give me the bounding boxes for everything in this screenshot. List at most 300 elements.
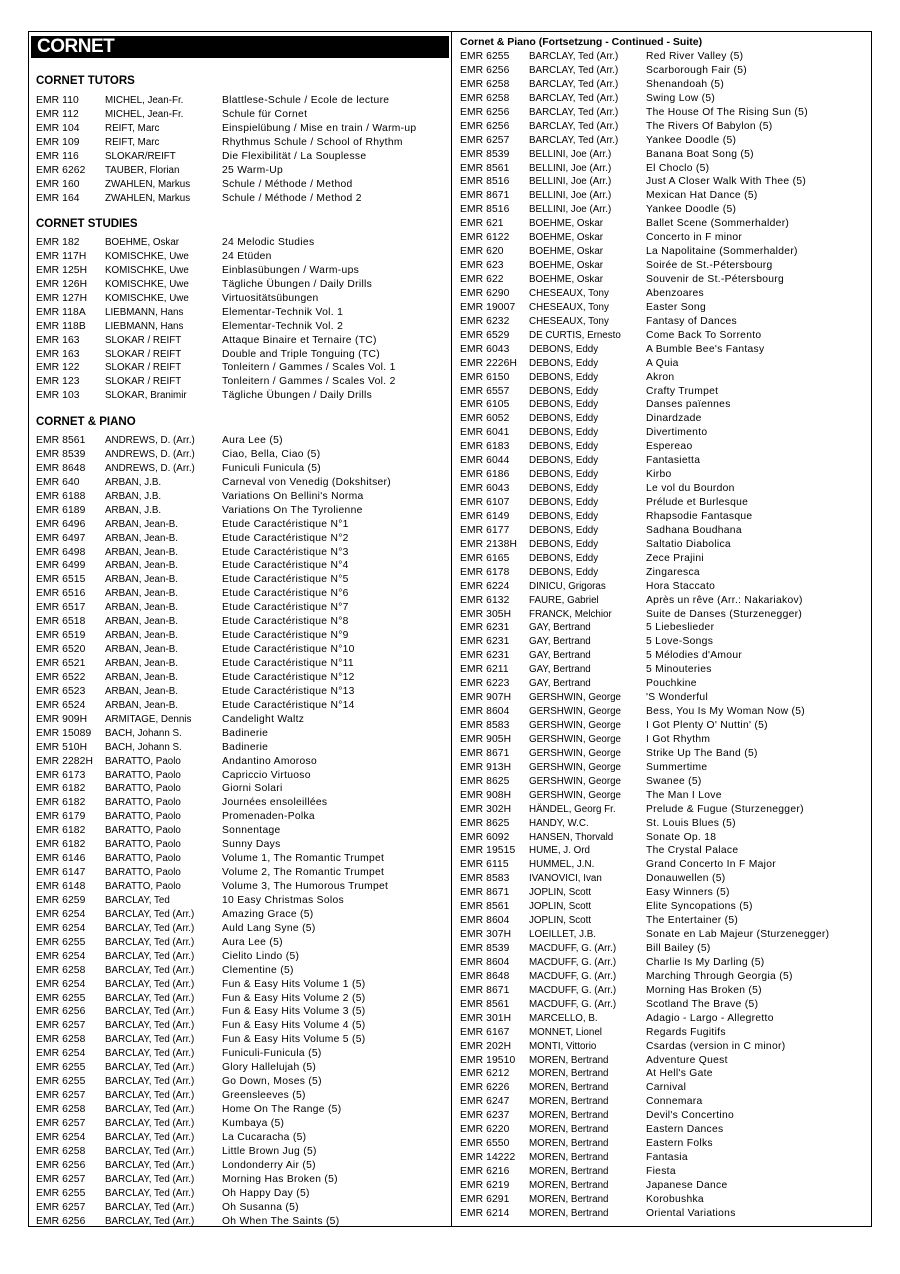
work-title: Die Flexibilität / La Souplesse [222,150,367,162]
catalog-number: EMR 6092 [460,831,510,843]
composer-name: BARCLAY, Ted (Arr.) [105,950,195,962]
composer-name: BELLINI, Joe (Arr.) [529,148,612,160]
work-title: The Crystal Palace [646,845,739,857]
work-title: The Man I Love [646,789,722,801]
catalog-number: EMR 6254 [36,908,86,920]
catalog-number: EMR 6122 [460,232,510,244]
composer-name: HUMMEL, J.N. [529,859,595,871]
catalog-number: EMR 6189 [36,504,86,516]
composer-name: ZWAHLEN, Markus [105,178,191,190]
composer-name: MACDUFF, G. (Arr.) [529,984,617,996]
composer-name: CHESEAUX, Tony [529,287,609,299]
catalog-number: EMR 8625 [460,817,510,829]
composer-name: GERSHWIN, George [529,761,622,773]
composer-name: DEBONS, Eddy [529,413,599,425]
composer-name: MOREN, Bertrand [529,1179,609,1191]
catalog-number: EMR 6257 [36,1117,86,1129]
work-title: Rhythmus Schule / School of Rhythm [222,136,403,148]
catalog-number: EMR 6519 [36,630,86,642]
composer-name: BARATTO, Paolo [105,867,181,879]
composer-name: BARCLAY, Ted (Arr.) [105,1034,195,1046]
catalog-number: EMR 6522 [36,671,86,683]
work-title: Morning Has Broken (5) [222,1173,338,1185]
composer-name: BARCLAY, Ted (Arr.) [105,1048,195,1060]
composer-name: HANDY, W.C. [529,817,589,829]
work-title: Glory Hallelujah (5) [222,1062,317,1074]
composer-name: DEBONS, Eddy [529,524,599,536]
catalog-number: EMR 6186 [460,469,510,481]
work-title: Amazing Grace (5) [222,908,314,920]
catalog-number: EMR 8604 [460,706,510,718]
catalog-number: EMR 6219 [460,1179,510,1191]
composer-name: MOREN, Bertrand [529,1068,609,1080]
composer-name: FAURE, Gabriel [529,594,599,606]
composer-name: BARCLAY, Ted (Arr.) [105,1201,195,1213]
composer-name: DEBONS, Eddy [529,552,599,564]
composer-name: MOREN, Bertrand [529,1096,609,1108]
work-title: Fantasy of Dances [646,315,737,327]
catalog-number: EMR 6255 [36,1062,86,1074]
catalog-number: EMR 6257 [36,1020,86,1032]
work-title: Prelude & Fugue (Sturzenegger) [646,803,804,815]
catalog-number: EMR 6183 [460,441,510,453]
catalog-number: EMR 6518 [36,616,86,628]
composer-name: FRANCK, Melchior [529,608,612,620]
catalog-number: EMR 6255 [36,992,86,1004]
section-heading-studies: CORNET STUDIES [36,218,138,230]
work-title: Londonderry Air (5) [222,1159,316,1171]
work-title: Fun & Easy Hits Volume 3 (5) [222,1006,366,1018]
work-title: Fun & Easy Hits Volume 4 (5) [222,1020,366,1032]
catalog-number: EMR 6105 [460,399,510,411]
catalog-number: EMR 6499 [36,560,86,572]
composer-name: MOREN, Bertrand [529,1166,609,1177]
composer-name: LOEILLET, J.B. [529,929,596,941]
composer-name: JOPLIN, Scott [529,901,592,913]
work-title: Kumbaya (5) [222,1117,285,1129]
catalog-number: EMR 305H [460,608,512,620]
composer-name: ARBAN, Jean-B. [105,602,178,614]
work-title: Soirée de St.-Pétersbourg [646,260,773,272]
composer-name: BARCLAY, Ted (Arr.) [105,992,195,1004]
work-title: El Choclo (5) [646,162,710,174]
composer-name: MACDUFF, G. (Arr.) [529,943,617,954]
composer-name: ARBAN, Jean-B. [105,532,178,544]
catalog-number: EMR 301H [460,1012,512,1024]
work-title: Funiculi-Funicula (5) [222,1048,322,1060]
work-title: Shenandoah (5) [646,78,725,90]
composer-name: BARCLAY, Ted (Arr.) [105,1187,195,1199]
catalog-number: EMR 6496 [36,518,86,530]
catalog-number: EMR 6262 [36,164,86,176]
catalog-number: EMR 6231 [460,622,510,634]
catalog-number: EMR 6550 [460,1138,510,1150]
work-title: Badinerie [222,741,269,753]
catalog-number: EMR 307H [460,929,512,941]
composer-name: MOREN, Bertrand [529,1110,609,1122]
work-title: Tägliche Übungen / Daily Drills [222,278,373,290]
catalog-number: EMR 126H [36,278,88,290]
work-title: Sonnentage [222,825,281,837]
catalog-number: EMR 182 [36,237,80,248]
catalog-number: EMR 6237 [460,1110,510,1122]
catalog-number: EMR 2226H [460,357,517,369]
work-title: Csardas (version in C minor) [646,1040,786,1052]
work-title: Etude Caractéristique N°13 [222,685,355,697]
composer-name: ANDREWS, D. (Arr.) [105,462,195,474]
catalog-number: EMR 6107 [460,497,510,508]
work-title: Fantasietta [646,455,701,467]
work-title: Banana Boat Song (5) [646,148,754,160]
work-title: I Got Plenty O' Nuttin' (5) [646,720,768,731]
work-title: Yankee Doodle (5) [646,204,737,216]
catalog-number: EMR 8625 [460,775,510,787]
work-title: Elementar-Technik Vol. 2 [222,320,344,332]
composer-name: JOPLIN, Scott [529,915,592,927]
work-title: Mexican Hat Dance (5) [646,190,758,202]
work-title: Charlie Is My Darling (5) [646,956,765,968]
work-title: 5 Mélodies d'Amour [646,650,743,662]
composer-name: MACDUFF, G. (Arr.) [529,998,617,1010]
composer-name: CHESEAUX, Tony [529,315,609,327]
work-title: Clementine (5) [222,964,294,976]
work-title: Adagio - Largo - Allegretto [646,1012,774,1024]
work-title: Attaque Binaire et Ternaire (TC) [222,334,377,346]
catalog-number: EMR 8648 [460,970,510,982]
work-title: Donauwellen (5) [646,873,726,885]
catalog-number: EMR 6223 [460,678,510,690]
catalog-number: EMR 6256 [36,1159,86,1171]
composer-name: BARCLAY, Ted (Arr.) [529,92,619,104]
composer-name: GERSHWIN, George [529,692,622,704]
composer-name: DEBONS, Eddy [529,343,599,355]
catalog-number: EMR 6258 [460,92,510,104]
catalog-number: EMR 112 [36,108,79,120]
catalog-number: EMR 6524 [36,699,86,711]
work-title: Prélude et Burlesque [646,497,749,508]
work-title: Saltatio Diabolica [646,538,731,550]
catalog-number: EMR 6256 [36,1006,86,1018]
catalog-number: EMR 6254 [36,978,86,990]
catalog-number: EMR 8561 [460,901,510,913]
page-title: CORNET [31,36,449,58]
catalog-number: EMR 6214 [460,1207,510,1219]
catalog-number: EMR 6516 [36,588,86,600]
composer-name: BARCLAY, Ted (Arr.) [105,1145,195,1157]
catalog-number: EMR 8583 [460,873,510,885]
composer-name: DINICU, Grigoras [529,580,606,592]
work-title: Etude Caractéristique N°2 [222,532,349,544]
catalog-number: EMR 6179 [36,811,86,823]
work-title: 5 Love-Songs [646,636,714,648]
work-title: Pouchkine [646,678,697,690]
work-title: Come Back To Sorrento [646,329,762,341]
work-title: Danses païennes [646,399,731,411]
catalog-number: EMR 6231 [460,636,510,648]
work-title: Cielito Lindo (5) [222,950,300,962]
composer-name: BARATTO, Paolo [105,783,181,795]
composer-name: MACDUFF, G. (Arr.) [529,956,617,968]
composer-name: BARATTO, Paolo [105,853,181,865]
catalog-number: EMR 6188 [36,490,86,502]
work-title: Abenzoares [646,287,704,299]
catalog-number: EMR 6165 [460,552,510,564]
composer-name: MOREN, Bertrand [529,1124,609,1136]
work-title: Fun & Easy Hits Volume 1 (5) [222,978,366,990]
composer-name: BARCLAY, Ted (Arr.) [105,1090,195,1102]
catalog-number: EMR 6254 [36,922,86,934]
composer-name: BARCLAY, Ted (Arr.) [529,64,619,76]
composer-name: SLOKAR, Branimir [105,390,187,402]
composer-name: BARCLAY, Ted (Arr.) [529,134,619,146]
composer-name: REIFT, Marc [105,136,160,148]
work-title: Sonate Op. 18 [646,831,717,843]
composer-name: BARCLAY, Ted (Arr.) [105,1020,195,1032]
catalog-number: EMR 6255 [460,51,510,62]
catalog-number: EMR 6132 [460,594,510,606]
composer-name: BACH, Johann S. [105,741,182,753]
catalog-number: EMR 623 [460,260,504,272]
work-title: Suite de Danses (Sturzenegger) [646,608,803,620]
catalog-number: EMR 8671 [460,747,510,759]
composer-name: DEBONS, Eddy [529,566,599,578]
work-title: Etude Caractéristique N°4 [222,560,349,572]
catalog-number: EMR 620 [460,246,504,258]
composer-name: ARBAN, Jean-B. [105,560,178,572]
composer-name: LIEBMANN, Hans [105,306,184,318]
work-title: Schule / Méthode / Method [222,178,353,190]
composer-name: BELLINI, Joe (Arr.) [529,204,612,216]
catalog-number: EMR 164 [36,192,80,204]
work-title: Schule für Cornet [222,108,308,120]
work-title: Giorni Solari [222,783,283,795]
composer-name: BOEHME, Oskar [529,232,604,244]
catalog-number: EMR 163 [36,334,80,346]
work-title: Blattlese-Schule / Ecole de lecture [222,95,390,106]
work-title: Carneval von Venedig (Dokshitser) [222,476,392,488]
catalog-number: EMR 640 [36,476,80,488]
composer-name: DEBONS, Eddy [529,455,599,467]
composer-name: DEBONS, Eddy [529,483,599,495]
catalog-number: EMR 6148 [36,881,86,892]
composer-name: BARCLAY, Ted (Arr.) [105,908,195,920]
composer-name: HUME, J. Ord [529,845,590,857]
composer-name: ARBAN, Jean-B. [105,616,178,628]
composer-name: JOPLIN, Scott [529,887,592,899]
catalog-number: EMR 6224 [460,580,510,592]
catalog-number: EMR 6256 [36,1215,86,1227]
composer-name: ARBAN, Jean-B. [105,588,178,600]
catalog-number: EMR 8561 [460,162,510,174]
work-title: I Got Rhythm [646,733,711,745]
composer-name: BARCLAY, Ted (Arr.) [105,1006,195,1018]
work-title: Summertime [646,761,708,773]
work-title: La Napolitaine (Sommerhalder) [646,246,798,258]
catalog-number: EMR 19007 [460,301,516,313]
work-title: Zece Prajini [646,552,704,564]
work-title: Marching Through Georgia (5) [646,970,793,982]
catalog-number: EMR 6257 [36,1090,86,1102]
work-title: Eastern Dances [646,1124,724,1136]
catalog-number: EMR 905H [460,733,512,745]
composer-name: GERSHWIN, George [529,706,622,718]
catalog-number: EMR 6044 [460,455,510,467]
catalog-number: EMR 6182 [36,839,86,851]
composer-name: ARBAN, Jean-B. [105,685,178,697]
composer-name: BELLINI, Joe (Arr.) [529,176,612,188]
composer-name: DEBONS, Eddy [529,357,599,369]
catalog-number: EMR 127H [36,292,88,304]
work-title: A Bumble Bee's Fantasy [646,343,765,355]
work-title: Little Brown Jug (5) [222,1145,317,1157]
catalog-number: EMR 6529 [460,329,510,341]
catalog-number: EMR 19515 [460,845,516,857]
composer-name: ARBAN, Jean-B. [105,699,178,711]
composer-name: DEBONS, Eddy [529,538,599,550]
work-title: 24 Melodic Studies [222,237,315,248]
composer-name: TAUBER, Florian [105,164,180,176]
catalog-number: EMR 6255 [36,1076,86,1088]
catalog-number: EMR 6255 [36,936,86,948]
composer-name: REIFT, Marc [105,122,160,134]
catalog-number: EMR 6258 [36,1145,86,1157]
work-title: Etude Caractéristique N°9 [222,630,349,642]
composer-name: BARCLAY, Ted (Arr.) [105,978,195,990]
work-title: The Entertainer (5) [646,915,739,927]
work-title: Scotland The Brave (5) [646,998,759,1010]
work-title: Ballet Scene (Sommerhalder) [646,218,790,230]
work-title: Candelight Waltz [222,713,305,725]
catalog-number: EMR 6523 [36,685,86,697]
catalog-number: EMR 6515 [36,574,86,586]
composer-name: GERSHWIN, George [529,775,622,787]
composer-name: GAY, Bertrand [529,636,591,648]
catalog-number: EMR 6216 [460,1166,510,1177]
composer-name: DE CURTIS, Ernesto [529,329,621,341]
catalog-number: EMR 6256 [460,64,510,76]
work-title: Easy Winners (5) [646,887,730,899]
catalog-number: EMR 202H [460,1040,512,1052]
work-title: Variations On The Tyrolienne [222,504,363,516]
work-title: Tägliche Übungen / Daily Drills [222,390,373,402]
composer-name: BARATTO, Paolo [105,755,181,767]
work-title: Greensleeves (5) [222,1090,306,1102]
composer-name: MOREN, Bertrand [529,1193,609,1205]
work-title: Funiculi Funicula (5) [222,462,322,474]
composer-name: ARBAN, Jean-B. [105,546,178,558]
composer-name: BARCLAY, Ted (Arr.) [105,1131,195,1143]
composer-name: BARCLAY, Ted (Arr.) [105,1104,195,1115]
catalog-number: EMR 6146 [36,853,86,865]
work-title: Korobushka [646,1193,704,1205]
work-title: Oh When The Saints (5) [222,1215,340,1227]
catalog-number: EMR 118B [36,320,86,332]
composer-name: SLOKAR/REIFT [105,150,176,162]
composer-name: DEBONS, Eddy [529,510,599,522]
work-title: La Cucaracha (5) [222,1131,307,1143]
composer-name: BELLINI, Joe (Arr.) [529,190,612,202]
work-title: Fiesta [646,1166,676,1177]
composer-name: BARCLAY, Ted (Arr.) [105,964,195,976]
composer-name: DEBONS, Eddy [529,469,599,481]
work-title: Etude Caractéristique N°12 [222,671,355,683]
catalog-number: EMR 510H [36,741,88,753]
work-title: Eastern Folks [646,1138,713,1150]
work-title: Morning Has Broken (5) [646,984,762,996]
catalog-number: EMR 6182 [36,825,86,837]
composer-name: BARATTO, Paolo [105,797,181,809]
composer-name: ARBAN, Jean-B. [105,518,178,530]
work-title: Auld Lang Syne (5) [222,922,316,934]
work-title: Go Down, Moses (5) [222,1076,322,1088]
composer-name: ARBAN, Jean-B. [105,644,178,656]
composer-name: GERSHWIN, George [529,733,622,745]
work-title: Sadhana Boudhana [646,524,742,536]
catalog-number: EMR 6211 [460,664,509,676]
composer-name: DEBONS, Eddy [529,427,599,439]
composer-name: ARBAN, J.B. [105,476,162,488]
catalog-number: EMR 6257 [36,1173,86,1185]
catalog-number: EMR 302H [460,803,512,815]
work-title: Akron [646,371,675,383]
catalog-number: EMR 8671 [460,984,510,996]
work-title: Swing Low (5) [646,92,716,104]
catalog-number: EMR 6255 [36,1187,86,1199]
composer-name: MOREN, Bertrand [529,1138,609,1150]
catalog-number: EMR 908H [460,789,512,801]
catalog-number: EMR 6257 [36,1201,86,1213]
composer-name: BARCLAY, Ted (Arr.) [529,78,619,90]
work-title: Badinerie [222,727,269,739]
work-title: 25 Warm-Up [222,164,283,176]
work-title: Scarborough Fair (5) [646,64,747,76]
catalog-number: EMR 15089 [36,727,92,739]
work-title: Just A Closer Walk With Thee (5) [646,176,807,188]
composer-name: BARCLAY, Ted (Arr.) [105,1062,195,1074]
composer-name: BACH, Johann S. [105,727,182,739]
catalog-number: EMR 6177 [460,524,510,536]
catalog-number: EMR 109 [36,136,80,148]
work-title: Red River Valley (5) [646,51,744,62]
work-title: Rhapsodie Fantasque [646,510,753,522]
work-title: Sonate en Lab Majeur (Sturzenegger) [646,929,830,941]
composer-name: ARBAN, J.B. [105,490,162,502]
work-title: Volume 1, The Romantic Trumpet [222,853,385,865]
catalog-number: EMR 6178 [460,566,510,578]
work-title: Aura Lee (5) [222,936,283,948]
composer-name: MARCELLO, B. [529,1012,598,1024]
composer-name: SLOKAR / REIFT [105,376,182,388]
catalog-number: EMR 6182 [36,783,86,795]
composer-name: BOEHME, Oskar [529,218,604,230]
work-title: At Hell's Gate [646,1068,713,1080]
work-title: Etude Caractéristique N°7 [222,602,349,614]
work-title: Etude Caractéristique N°6 [222,588,349,600]
composer-name: KOMISCHKE, Uwe [105,250,189,262]
catalog-number: EMR 163 [36,348,80,360]
catalog-number: EMR 6258 [36,964,86,976]
composer-name: BARCLAY, Ted (Arr.) [105,1159,195,1171]
composer-name: GAY, Bertrand [529,650,591,662]
composer-name: BELLINI, Joe (Arr.) [529,162,612,174]
composer-name: HANSEN, Thorvald [529,831,614,843]
composer-name: ZWAHLEN, Markus [105,192,191,204]
work-title: Tonleitern / Gammes / Scales Vol. 1 [222,362,396,374]
catalog-number: EMR 6517 [36,602,86,614]
catalog-number: EMR 6254 [36,1131,86,1143]
composer-name: DEBONS, Eddy [529,385,599,397]
work-title: 'S Wonderful [646,692,709,704]
